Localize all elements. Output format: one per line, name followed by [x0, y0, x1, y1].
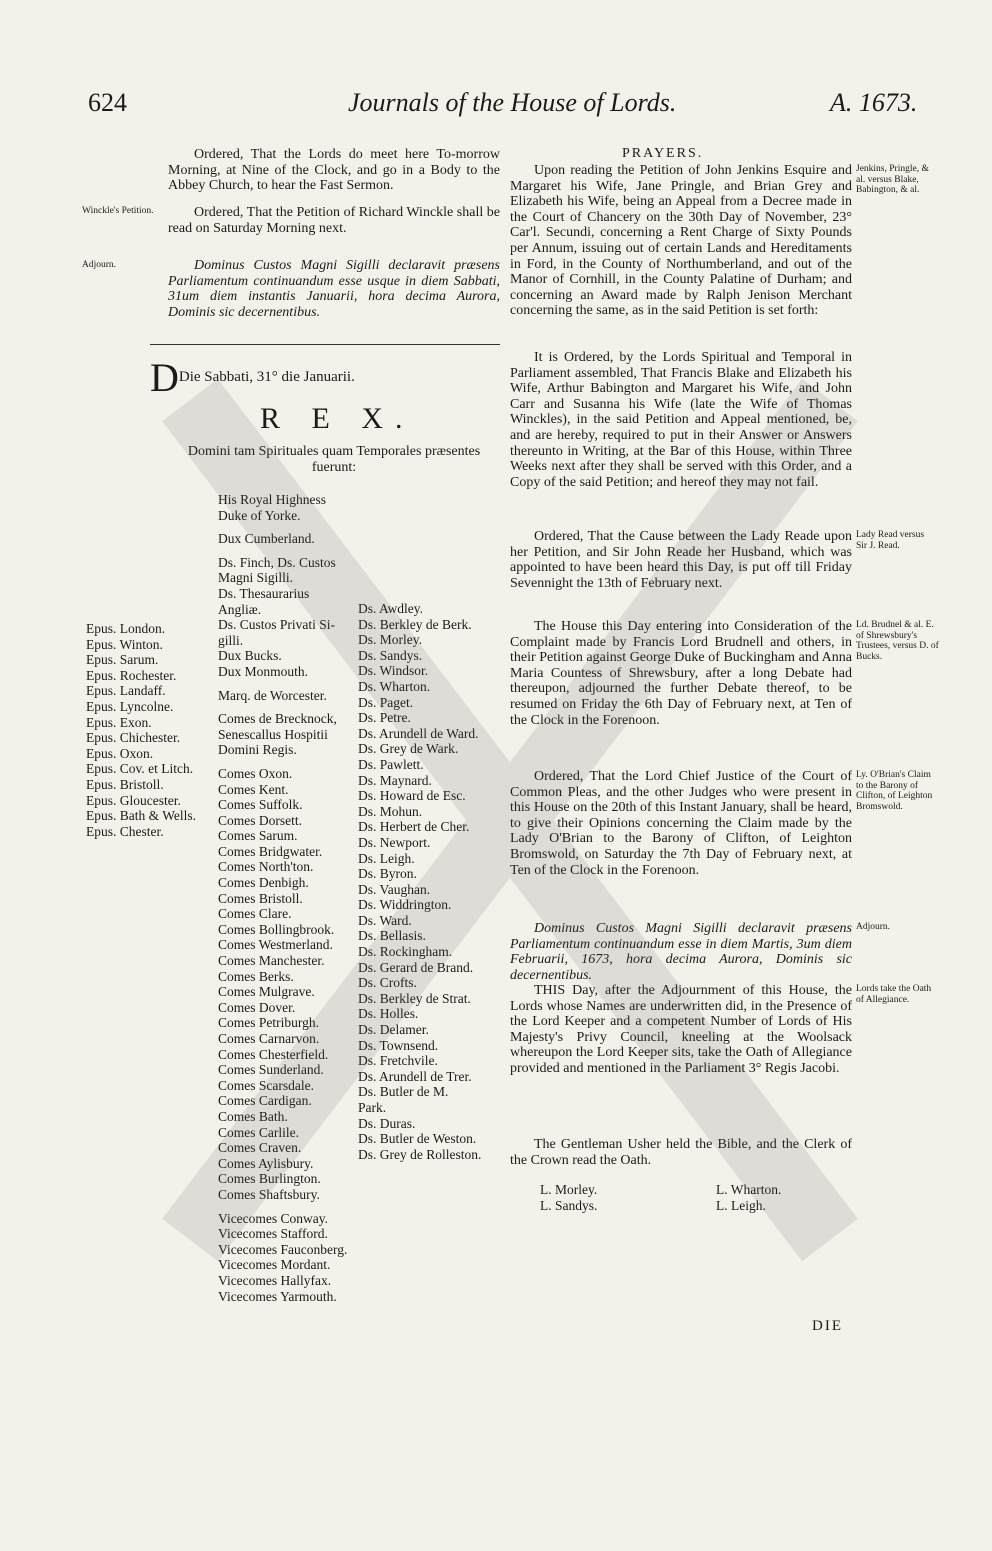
signer-wharton: L. Wharton. [716, 1182, 782, 1197]
temporal-lord-entry: Comes North'ton. [218, 859, 314, 875]
temporal-lord-entry: Dux Cumberland. [218, 531, 315, 547]
temporal-lord-entry: Comes Bristoll. [218, 890, 303, 906]
baron-entry: Ds. Arundell de Trer. [358, 1068, 472, 1084]
baron-entry: Ds. Windsor. [358, 663, 429, 679]
order-blake-answer: It is Ordered, by the Lords Spiritual and Temporal in Parliament assembled, That Francis Blake and Elizabeth his Wife, Arthur Babington and Margaret his Wife, and John Carr and Susanna his Wife (late the Wife of Thomas Winckles), in the said Petition and Appeal mentioned, be, and are hereby, required to put in their Answer or Answers thereunto in Writing, at the Bar of this House, within Three Weeks next after they shall be served with this Order, and a Copy of the said Petition; and hereof they may not fail. [510, 350, 852, 490]
baron-entry: Ds. Arundell de Ward. [358, 725, 479, 741]
baron-entry: Ds. Butler de M. [358, 1084, 449, 1100]
die-heading [150, 355, 355, 400]
temporal-lord-entry: Comes Westmerland. [218, 937, 333, 953]
baron-entry: Ds. Bellasis. [358, 928, 426, 944]
order-obrian-claim: Ordered, That the Lord Chief Justice of the Court of Common Pleas, and the other Judges who were present in this House on the 20th of this Instant January, shall be heard, to give their Opinions concerning the Claim made by the Lady O'Brian to the Barony of Clifton, of Leighton Bromswold, on Saturday the 7th Day of February next, at Ten of the Clock in the Forenoon. [510, 769, 852, 878]
baron-entry: Ds. Herbert de Cher. [358, 819, 470, 835]
baron-entry: Ds. Awdley. [358, 601, 424, 616]
temporal-lord-entry: Comes de Brecknock, [218, 711, 337, 727]
die-text: Die Sabbati, 31° die Januarii. [178, 369, 355, 385]
adjournment-latin: Dominus Custos Magni Sigilli declaravit præsens Parliamentum continuandum esse usque in diem Sabbati, 31um diem instantis Januarii, hora decima Aurora, Dominis sic decernentibus. [168, 258, 500, 320]
temporal-lord-entry: Domini Regis. [218, 742, 297, 758]
temporal-lord-entry: Comes Bath. [218, 1108, 288, 1124]
baron-entry: Ds. Grey de Rolleston. [358, 1146, 482, 1162]
baron-entry: Ds. Vaughan. [358, 881, 431, 897]
adjournment-latin-2: Dominus Custos Magni Sigilli declaravit præsens Parliamentum continuandum esse in diem Martis, 3um diem Februarii, 1673, hora decima Aurora, Dominis sic decernentibus. [510, 921, 852, 983]
baron-entry: Ds. Holles. [358, 1006, 419, 1022]
temporal-lord-entry: Comes Shaftsbury. [218, 1186, 320, 1202]
temporal-lord-entry: Angliæ. [218, 601, 262, 617]
bishop-entry: Epus. Exon. [86, 714, 152, 730]
temporal-lord-entry: gilli. [218, 632, 244, 648]
list-spacer [218, 703, 347, 711]
bishop-entry: Epus. Bath & Wells. [86, 808, 197, 824]
list-barons [358, 601, 481, 1162]
drop-cap: D [150, 355, 179, 400]
page-number: 624 [88, 88, 127, 117]
temporal-lord-entry: Comes Berks. [218, 968, 294, 984]
temporal-lord-entry: Vicecomes Stafford. [218, 1226, 328, 1242]
list-spacer [218, 547, 347, 555]
temporal-lord-entry: Comes Carlile. [218, 1124, 299, 1140]
order-winckle-petition: Ordered, That the Petition of Richard Winckle shall be read on Saturday Morning next. [168, 205, 500, 236]
signer-morley: L. Morley. [540, 1182, 598, 1197]
temporal-lord-entry: Comes Bollingbrook. [218, 921, 335, 937]
temporal-lord-entry: Comes Kent. [218, 781, 289, 797]
bishop-entry: Epus. Sarum. [86, 652, 159, 668]
signer-sandys: L. Sandys. [540, 1198, 598, 1213]
bishop-entry: Epus. Gloucester. [86, 792, 181, 808]
temporal-lord-entry: Marq. de Worcester. [218, 687, 327, 703]
baron-entry: Ds. Leigh. [358, 850, 415, 866]
order-reade-cause: Ordered, That the Cause between the Lady Reade upon her Petition, and Sir John Reade her Husband, which was appointed to have been heard this Day, is put off till Friday Sevennight the 13th of February next. [510, 529, 852, 591]
bishop-entry: Epus. Winton. [86, 636, 163, 652]
temporal-lord-entry: Comes Cardigan. [218, 1093, 312, 1109]
baron-entry: Ds. Petre. [358, 710, 411, 726]
temporal-lord-entry: Comes Mulgrave. [218, 984, 315, 1000]
bishop-entry: Epus. Chichester. [86, 730, 181, 746]
margin-note-jenkins: Jenkins, Pringle, & al. versus Blake, Babington, & al. [856, 164, 929, 195]
temporal-lord-entry: Comes Sunderland. [218, 1062, 324, 1078]
temporal-lord-entry: Comes Carnarvon. [218, 1031, 320, 1046]
bishop-entry: Epus. Cov. et Litch. [86, 761, 194, 777]
baron-entry: Ds. Howard de Esc. [358, 788, 466, 804]
prayers-heading: PRAYERS. [622, 146, 704, 161]
margin-note-brudnel: Ld. Brudnel & al. E. of Shrewsbury's Trustees, versus D. of Bucks. [856, 620, 939, 662]
catchword: DIE [812, 1318, 843, 1334]
temporal-lord-entry: Magni Sigilli. [218, 570, 294, 586]
margin-note-reade: Lady Read versus Sir J. Read. [856, 530, 925, 551]
baron-entry: Ds. Byron. [358, 866, 417, 882]
temporal-lord-entry: Comes Suffolk. [218, 797, 303, 813]
baron-entry: Ds. Ward. [358, 912, 412, 928]
rex-heading: R E X. [260, 402, 415, 435]
baron-entry: Ds. Maynard. [358, 772, 432, 788]
baron-entry: Ds. Sandys. [358, 647, 423, 663]
baron-entry: Park. [358, 1100, 387, 1115]
domini-heading: Domini tam Spirituales quam Temporales præsentes fuerunt: [187, 444, 481, 475]
oath-of-allegiance: THIS Day, after the Adjournment of this House, the Lords whose Names are underwritten did, in the Presence of the Lord Keeper and a competent Number of Lords of His Majesty's Privy Council, kneeling at the Woolsack whereupon the Lord Keeper sits, take the Oath of Allegiance provided and mentioned in the Parliament 3° Regis Jacobi. [510, 983, 852, 1076]
baron-entry: Ds. Morley. [358, 632, 422, 648]
baron-entry: Ds. Delamer. [358, 1022, 429, 1038]
bishop-entry: Epus. Rochester. [86, 667, 177, 683]
baron-entry: Ds. Townsend. [358, 1037, 439, 1053]
temporal-lord-entry: Comes Aylisbury. [218, 1155, 314, 1171]
temporal-lord-entry: His Royal Highness [218, 492, 326, 507]
temporal-lord-entry: Vicecomes Yarmouth. [218, 1288, 337, 1304]
petition-jenkins: Upon reading the Petition of John Jenkins Esquire and Margaret his Wife, Jane Pringle, and Brian Grey and Elizabeth his Wife, being an Appeal from a Decree made in the Court of Chancery on the 30th Day of November, 23° Car'l. Secundi, concerning a Rent Charge of Sixty Pounds per Annum, issuing out of certain Lands and Hereditaments in Ford, in the County of Northumberland, and out of the Manor of Cornhill, in the County Palatine of Durham; and concerning an Award made by Ralph Jenison Merchant concerning the same, as in the said Petition is set forth: [510, 163, 852, 319]
temporal-lord-entry: Vicecomes Hallyfax. [218, 1272, 332, 1288]
temporal-lord-entry: Comes Dorsett. [218, 812, 302, 828]
margin-note-winckle: Winckle's Petition. [82, 206, 154, 216]
baron-entry: Ds. Butler de Weston. [358, 1131, 477, 1147]
temporal-lord-entry: Comes Sarum. [218, 828, 298, 844]
temporal-lord-entry: Ds. Custos Privati Si- [218, 617, 336, 633]
baron-entry: Ds. Berkley de Strat. [358, 990, 471, 1006]
temporal-lord-entry: Comes Oxon. [218, 765, 293, 781]
temporal-lord-entry: Vicecomes Fauconberg. [218, 1241, 348, 1257]
baron-entry: Ds. Duras. [358, 1115, 416, 1131]
baron-entry: Ds. Grey de Wark. [358, 741, 459, 757]
page-year: A. 1673. [830, 88, 918, 117]
margin-note-oath: Lords take the Oath of Allegiance. [856, 984, 932, 1005]
list-bishops [86, 621, 196, 839]
temporal-lord-entry: Comes Petriburgh. [218, 1015, 319, 1031]
temporal-lord-entry: Comes Burlington. [218, 1171, 321, 1187]
order-fast-sermon: Ordered, That the Lords do meet here To-morrow Morning, at Nine of the Clock, and go in a Body to the Abbey Church, to hear the Fast Sermon. [168, 147, 500, 194]
gentleman-usher: The Gentleman Usher held the Bible, and the Clerk of the Crown read the Oath. [510, 1137, 852, 1168]
margin-note-obrian: Ly. O'Brian's Claim to the Barony of Clifton, of Leighton Bromswold. [856, 770, 933, 812]
temporal-lord-entry: Vicecomes Conway. [218, 1210, 329, 1226]
bishop-entry: Epus. Lyncolne. [86, 698, 174, 714]
temporal-lord-entry: Vicecomes Mordant. [218, 1257, 331, 1273]
list-spacer [218, 523, 347, 531]
temporal-lord-entry: Dux Bucks. [218, 648, 282, 664]
list-spacer [218, 758, 347, 766]
debate-brudnell: The House this Day entering into Consideration of the Complaint made by Francis Lord Brudnell and others, in their Petition against George Duke of Buckingham and Anna Maria Countess of Shrewsbury, after a long Debate had thereupon, adjourned the further Debate thereof, to be resumed on Friday the 6th Day of February next, at Ten of the Clock in the Forenoon. [510, 619, 852, 728]
temporal-lord-entry: Senescallus Hospitii [218, 726, 328, 742]
temporal-lord-entry: Comes Scarsdale. [218, 1077, 314, 1093]
baron-entry: Ds. Crofts. [358, 975, 417, 991]
baron-entry: Ds. Berkley de Berk. [358, 616, 472, 632]
temporal-lord-entry: Ds. Finch, Ds. Custos [218, 554, 336, 570]
baron-entry: Ds. Rockingham. [358, 944, 453, 960]
margin-note-adjourn: Adjourn. [82, 260, 117, 270]
list-spacer [218, 1203, 347, 1211]
bishop-entry: Epus. Chester. [86, 823, 164, 839]
bishop-entry: Epus. Bristoll. [86, 776, 164, 792]
list-temporal-lords [218, 492, 347, 1304]
baron-entry: Ds. Mohun. [358, 803, 423, 819]
baron-entry: Ds. Fretchvile. [358, 1053, 438, 1069]
bishop-entry: Epus. Landaff. [86, 683, 166, 699]
temporal-lord-entry: Comes Clare. [218, 906, 292, 922]
bishop-entry: Epus. Oxon. [86, 745, 154, 761]
divider [150, 344, 500, 345]
baron-entry: Ds. Widdrington. [358, 897, 452, 913]
bishop-entry: Epus. London. [86, 621, 166, 636]
temporal-lord-entry: Comes Bridgwater. [218, 843, 323, 859]
baron-entry: Ds. Paget. [358, 694, 414, 710]
temporal-lord-entry: Ds. Thesaurarius [218, 585, 310, 601]
temporal-lord-entry: Duke of Yorke. [218, 507, 301, 523]
signer-leigh: L. Leigh. [716, 1198, 766, 1213]
temporal-lord-entry: Dux Monmouth. [218, 663, 309, 679]
temporal-lord-entry: Comes Manchester. [218, 953, 325, 969]
list-spacer [218, 680, 347, 688]
baron-entry: Ds. Newport. [358, 834, 431, 850]
baron-entry: Ds. Wharton. [358, 678, 431, 694]
temporal-lord-entry: Comes Chesterfield. [218, 1046, 329, 1062]
baron-entry: Ds. Pawlett. [358, 756, 424, 772]
temporal-lord-entry: Comes Denbigh. [218, 875, 309, 891]
page-title: Journals of the House of Lords. [348, 88, 677, 117]
temporal-lord-entry: Comes Dover. [218, 999, 296, 1015]
margin-note-adjourn-2: Adjourn. [856, 922, 891, 932]
temporal-lord-entry: Comes Craven. [218, 1140, 302, 1156]
baron-entry: Ds. Gerard de Brand. [358, 959, 474, 975]
